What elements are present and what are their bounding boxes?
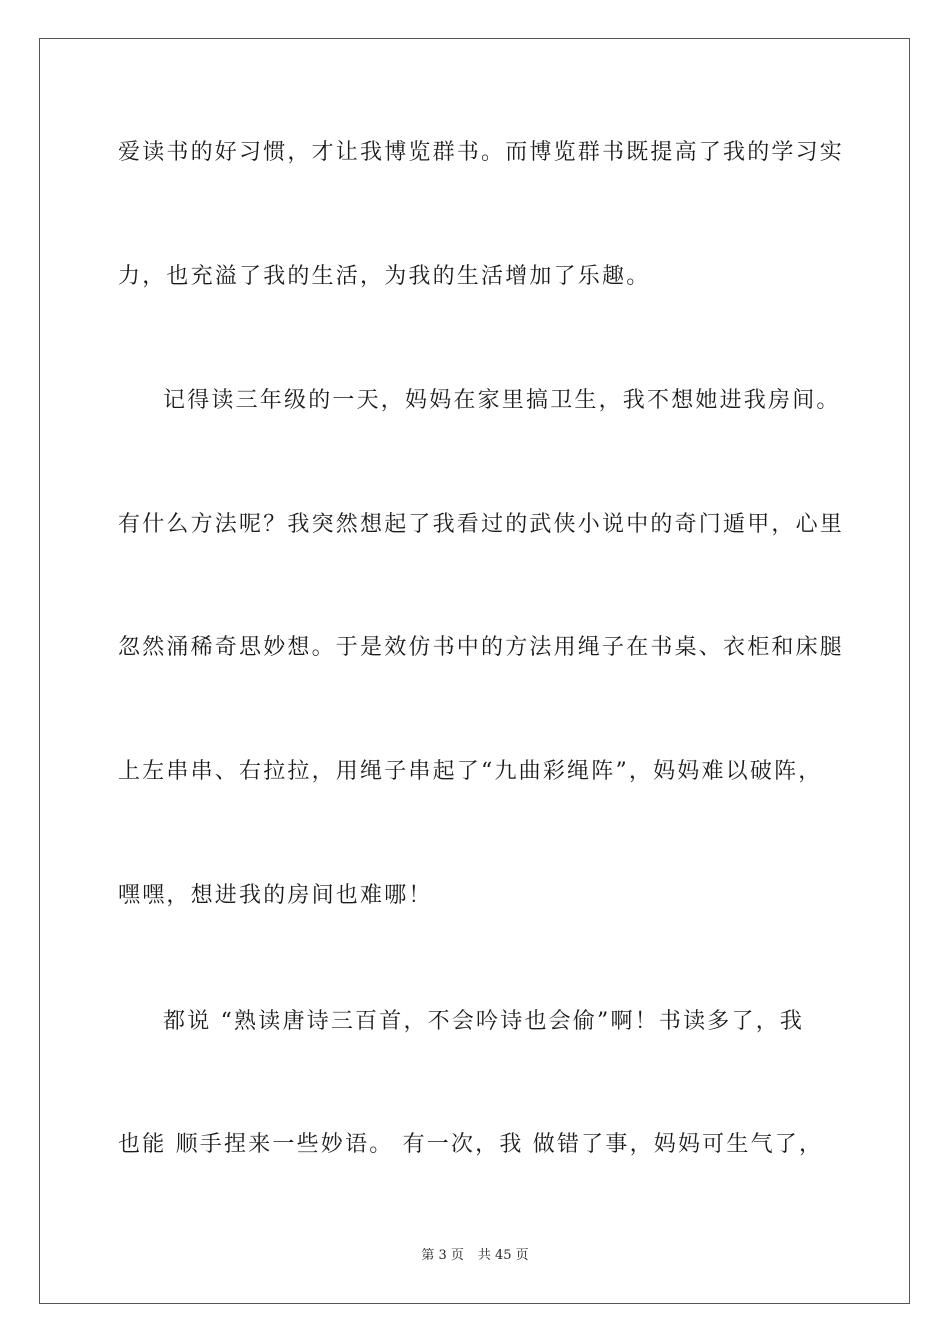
text-line: 有什么方法呢？我突然想起了我看过的武侠小说中的奇门遁甲，心里 — [118, 512, 845, 537]
paragraph-start-line: 记得读三年级的一天，妈妈在家里搞卫生，我不想她进我房间。 — [163, 388, 841, 413]
text-line: 爱读书的好习惯，才让我博览群书。而博览群书既提高了我的学习实 — [118, 140, 845, 165]
page-total: 共 45 页 — [477, 1248, 529, 1263]
page-frame — [39, 38, 910, 1304]
text-line: 上左串串、右拉拉，用绳子串起了“九曲彩绳阵”，妈妈难以破阵， — [118, 759, 823, 784]
text-line: 也能 顺手捏来一些妙语。 有一次，我 做错了事，妈妈可生气了， — [118, 1132, 824, 1157]
text-line: 忽然涌稀奇思妙想。于是效仿书中的方法用绳子在书桌、衣柜和床腿 — [118, 635, 845, 660]
paragraph-start-line: 都说 “熟读唐诗三百首，不会吟诗也会偷”啊！书读多了，我 — [163, 1009, 805, 1034]
text-line: 力，也充溢了我的生活，为我的生活增加了乐趣。 — [118, 264, 651, 289]
text-line: 嘿嘿，想进我的房间也难哪！ — [118, 883, 433, 908]
page-number: 第 3 页 — [421, 1248, 464, 1263]
page-footer — [0, 1247, 950, 1265]
